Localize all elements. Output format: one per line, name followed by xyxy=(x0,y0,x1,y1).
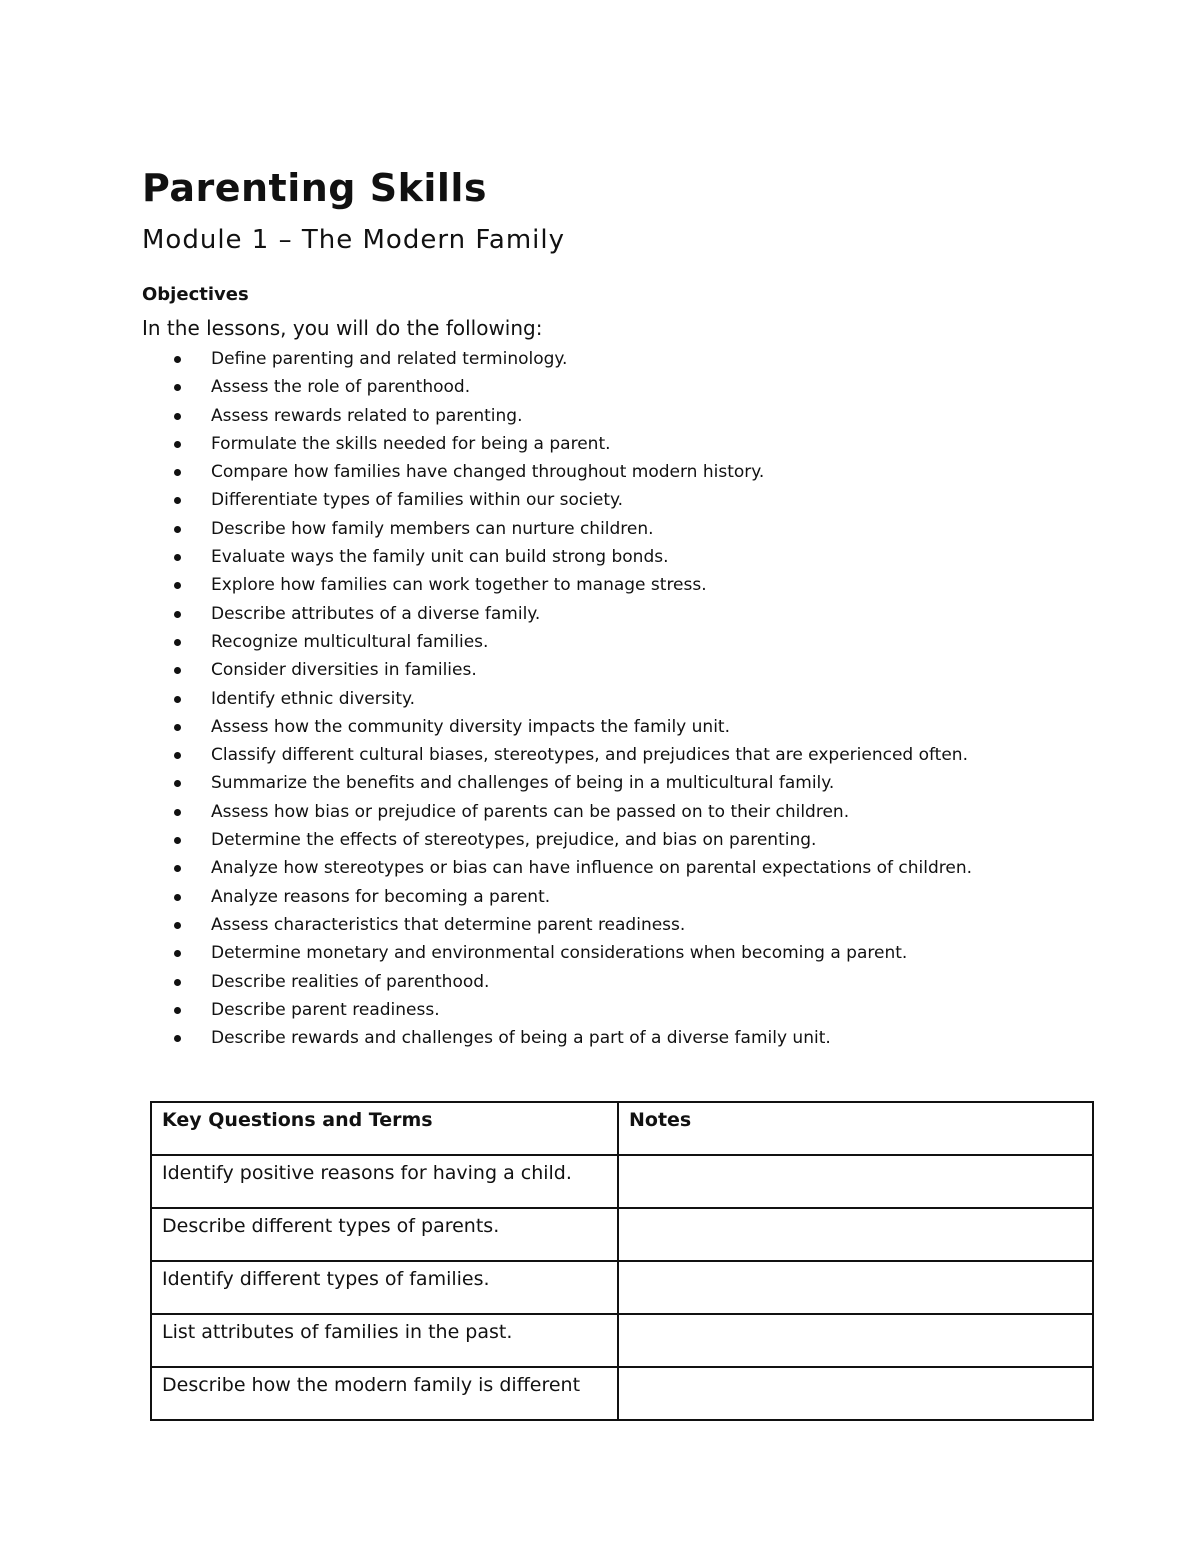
question-cell: Identify different types of families. xyxy=(151,1261,618,1314)
objective-text: Consider diversities in families. xyxy=(211,660,477,681)
bullet-icon xyxy=(174,441,181,448)
bullet-icon xyxy=(174,469,181,476)
bullet-icon xyxy=(174,639,181,646)
objective-item xyxy=(142,939,1102,967)
objective-item xyxy=(142,430,1102,458)
objective-item xyxy=(142,968,1102,996)
objective-item xyxy=(142,571,1102,599)
objective-text: Recognize multicultural families. xyxy=(211,631,489,652)
objective-item xyxy=(142,402,1102,430)
bullet-icon xyxy=(174,922,181,929)
objective-text: Determine monetary and environmental considerations when becoming a parent. xyxy=(211,943,908,964)
objective-text: Evaluate ways the family unit can build strong bonds. xyxy=(211,547,669,568)
bullet-icon xyxy=(174,554,181,561)
objective-item xyxy=(142,996,1102,1024)
bullet-icon xyxy=(174,667,181,674)
objective-text: Formulate the skills needed for being a parent. xyxy=(211,433,611,454)
objective-item xyxy=(142,826,1102,854)
notes-cell[interactable] xyxy=(618,1155,1093,1208)
question-cell: Describe different types of parents. xyxy=(151,1208,618,1261)
table-row xyxy=(151,1314,1093,1367)
notes-cell[interactable] xyxy=(618,1314,1093,1367)
objective-item xyxy=(142,458,1102,486)
objective-text: Assess how bias or prejudice of parents can be passed on to their children. xyxy=(211,801,850,822)
bullet-icon xyxy=(174,611,181,618)
bullet-icon xyxy=(174,752,181,759)
table-row xyxy=(151,1208,1093,1261)
objective-item xyxy=(142,741,1102,769)
notes-cell[interactable] xyxy=(618,1367,1093,1420)
objective-text: Differentiate types of families within our society. xyxy=(211,490,624,511)
bullet-icon xyxy=(174,950,181,957)
key-questions-table xyxy=(150,1101,1094,1421)
bullet-icon xyxy=(174,865,181,872)
bullet-icon xyxy=(174,384,181,391)
objective-item xyxy=(142,600,1102,628)
bullet-icon xyxy=(174,497,181,504)
bullet-icon xyxy=(174,1035,181,1042)
bullet-icon xyxy=(174,979,181,986)
objective-text: Analyze reasons for becoming a parent. xyxy=(211,886,551,907)
objective-item xyxy=(142,798,1102,826)
objective-text: Determine the effects of stereotypes, prejudice, and bias on parenting. xyxy=(211,830,817,851)
table-row xyxy=(151,1261,1093,1314)
bullet-icon xyxy=(174,724,181,731)
objective-item xyxy=(142,1024,1102,1052)
module-subtitle: Module 1 – The Modern Family xyxy=(142,225,565,255)
objective-item xyxy=(142,543,1102,571)
objectives-heading: Objectives xyxy=(142,284,249,305)
objective-text: Describe attributes of a diverse family. xyxy=(211,603,541,624)
question-cell: Identify positive reasons for having a child. xyxy=(151,1155,618,1208)
objective-item xyxy=(142,883,1102,911)
objective-item xyxy=(142,486,1102,514)
objective-item xyxy=(142,345,1102,373)
objective-item xyxy=(142,769,1102,797)
objective-text: Summarize the benefits and challenges of being in a multicultural family. xyxy=(211,773,835,794)
objective-text: Identify ethnic diversity. xyxy=(211,688,416,709)
objective-item xyxy=(142,713,1102,741)
objectives-list xyxy=(142,345,1102,1052)
objective-text: Assess rewards related to parenting. xyxy=(211,405,523,426)
bullet-icon xyxy=(174,582,181,589)
bullet-icon xyxy=(174,780,181,787)
bullet-icon xyxy=(174,696,181,703)
bullet-icon xyxy=(174,809,181,816)
objective-text: Compare how families have changed throughout modern history. xyxy=(211,462,765,483)
bullet-icon xyxy=(174,526,181,533)
bullet-icon xyxy=(174,837,181,844)
objective-text: Assess characteristics that determine parent readiness. xyxy=(211,914,686,935)
bullet-icon xyxy=(174,413,181,420)
objective-text: Describe parent readiness. xyxy=(211,999,440,1020)
objective-item xyxy=(142,685,1102,713)
objective-text: Assess how the community diversity impacts the family unit. xyxy=(211,716,730,737)
table-header-row xyxy=(151,1102,1093,1155)
document-title: Parenting Skills xyxy=(142,166,488,210)
question-cell: Describe how the modern family is different xyxy=(151,1367,618,1420)
objective-item xyxy=(142,854,1102,882)
objective-text: Describe how family members can nurture children. xyxy=(211,518,654,539)
objective-text: Classify different cultural biases, stereotypes, and prejudices that are experienced often. xyxy=(211,745,968,766)
question-cell: List attributes of families in the past. xyxy=(151,1314,618,1367)
header-notes: Notes xyxy=(618,1102,1093,1155)
notes-cell[interactable] xyxy=(618,1208,1093,1261)
objective-text: Analyze how stereotypes or bias can have influence on parental expectations of children. xyxy=(211,858,973,879)
notes-cell[interactable] xyxy=(618,1261,1093,1314)
objective-text: Explore how families can work together to manage stress. xyxy=(211,575,707,596)
header-key-questions: Key Questions and Terms xyxy=(151,1102,618,1155)
objective-text: Define parenting and related terminology. xyxy=(211,349,568,369)
objective-item xyxy=(142,373,1102,401)
objective-item xyxy=(142,515,1102,543)
bullet-icon xyxy=(174,356,181,363)
objective-text: Describe realities of parenthood. xyxy=(211,971,490,992)
bullet-icon xyxy=(174,894,181,901)
objective-item xyxy=(142,628,1102,656)
table-row xyxy=(151,1155,1093,1208)
bullet-icon xyxy=(174,1007,181,1014)
objective-item xyxy=(142,656,1102,684)
objective-text: Assess the role of parenthood. xyxy=(211,377,471,398)
objectives-intro: In the lessons, you will do the following: xyxy=(142,316,543,340)
objective-text: Describe rewards and challenges of being a part of a diverse family unit. xyxy=(211,1028,831,1049)
objective-item xyxy=(142,911,1102,939)
table-row xyxy=(151,1367,1093,1420)
